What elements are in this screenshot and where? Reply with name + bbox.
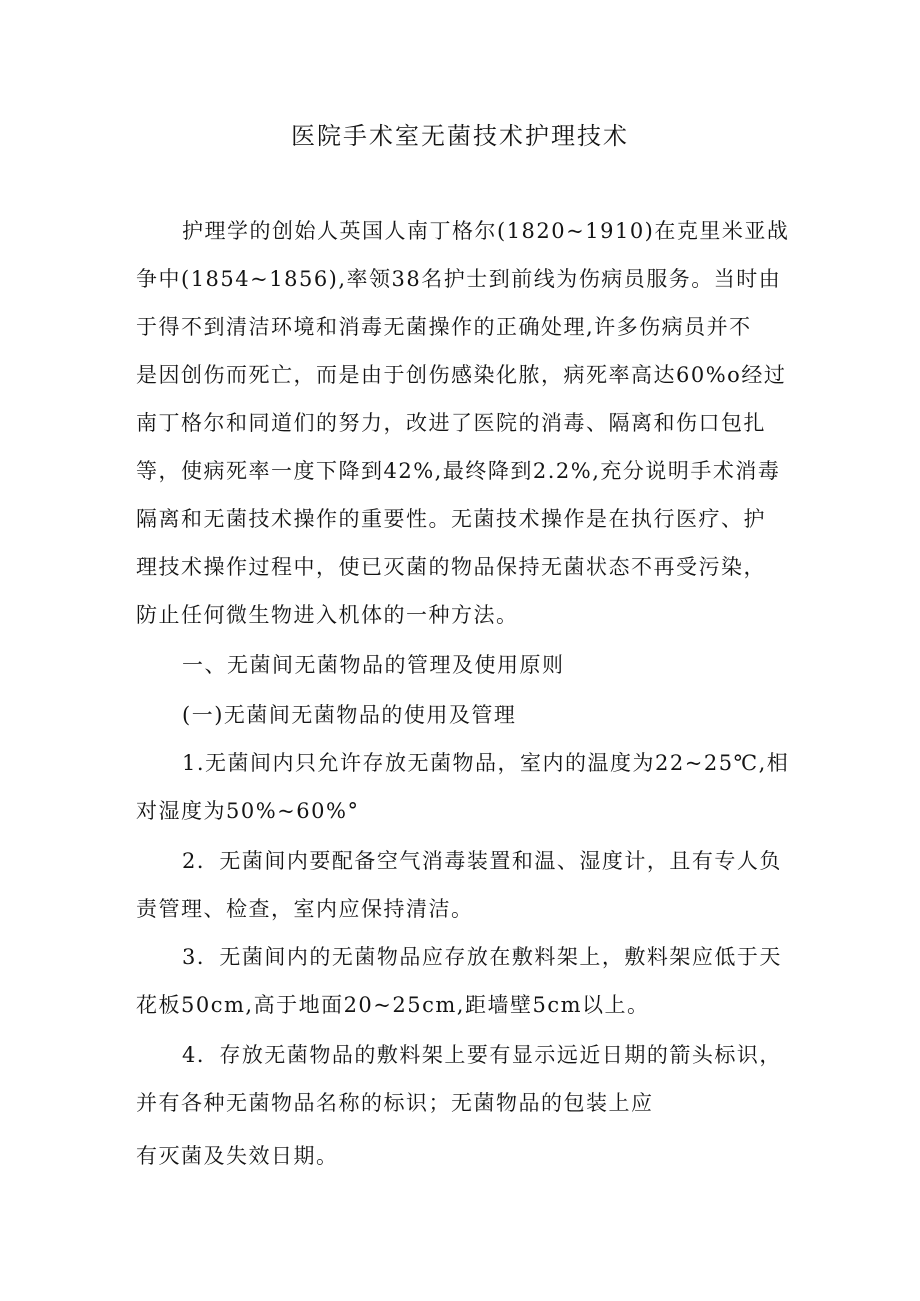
intro-line-9: 防止任何微生物进入机体的一种方法。 (136, 603, 519, 627)
document-title: 医院手术室无菌技术护理技术 (291, 122, 629, 150)
intro-line-6: 等，使病死率一度下降到42%,最终降到2.2%,充分说明手术消毒 (136, 459, 781, 483)
intro-line-1: 护理学的创始人英国人南丁格尔(1820~1910)在克里米亚战 (182, 219, 790, 243)
section-heading: 一、无菌间无菌物品的管理及使用原则 (182, 653, 565, 677)
intro-line-3: 于得不到清洁环境和消毒无菌操作的正确处理,许多伤病员并不 (136, 315, 752, 339)
intro-line-4: 是因创伤而死亡，而是由于创伤感染化脓，病死率高达60%o经过 (136, 363, 787, 387)
item-1-line-2: 对湿度为50%~60%° (136, 799, 360, 823)
item-4-line-1: 4．存放无菌物品的敷料架上要有显示远近日期的箭头标识， (182, 1043, 782, 1067)
item-2-line-2: 责管理、检查，室内应保持清洁。 (136, 897, 474, 921)
item-1-line-1: 1.无菌间内只允许存放无菌物品，室内的温度为22~25℃,相 (182, 751, 790, 775)
intro-line-5: 南丁格尔和同道们的努力，改进了医院的消毒、隔离和伤口包扎 (136, 411, 766, 435)
trailing-line: 有灭菌及失效日期。 (136, 1144, 339, 1168)
intro-line-7: 隔离和无菌技术操作的重要性。无菌技术操作是在执行医疗、护 (136, 507, 766, 531)
intro-line-2: 争中(1854~1856),率领38名护士到前线为伤病员服务。当时由 (136, 267, 782, 291)
subsection-heading: (一)无菌间无菌物品的使用及管理 (182, 703, 517, 727)
item-3-line-2: 花板50cm,高于地面20~25cm,距墙壁5cm以上。 (136, 993, 650, 1017)
item-4-line-2: 并有各种无菌物品名称的标识；无菌物品的包装上应 (136, 1091, 654, 1115)
intro-line-8: 理技术操作过程中，使已灭菌的物品保持无菌状态不再受污染， (136, 555, 766, 579)
item-2-line-1: 2．无菌间内要配备空气消毒装置和温、湿度计，且有专人负 (182, 849, 782, 873)
item-3-line-1: 3．无菌间内的无菌物品应存放在敷料架上，敷料架应低于天 (182, 945, 782, 969)
